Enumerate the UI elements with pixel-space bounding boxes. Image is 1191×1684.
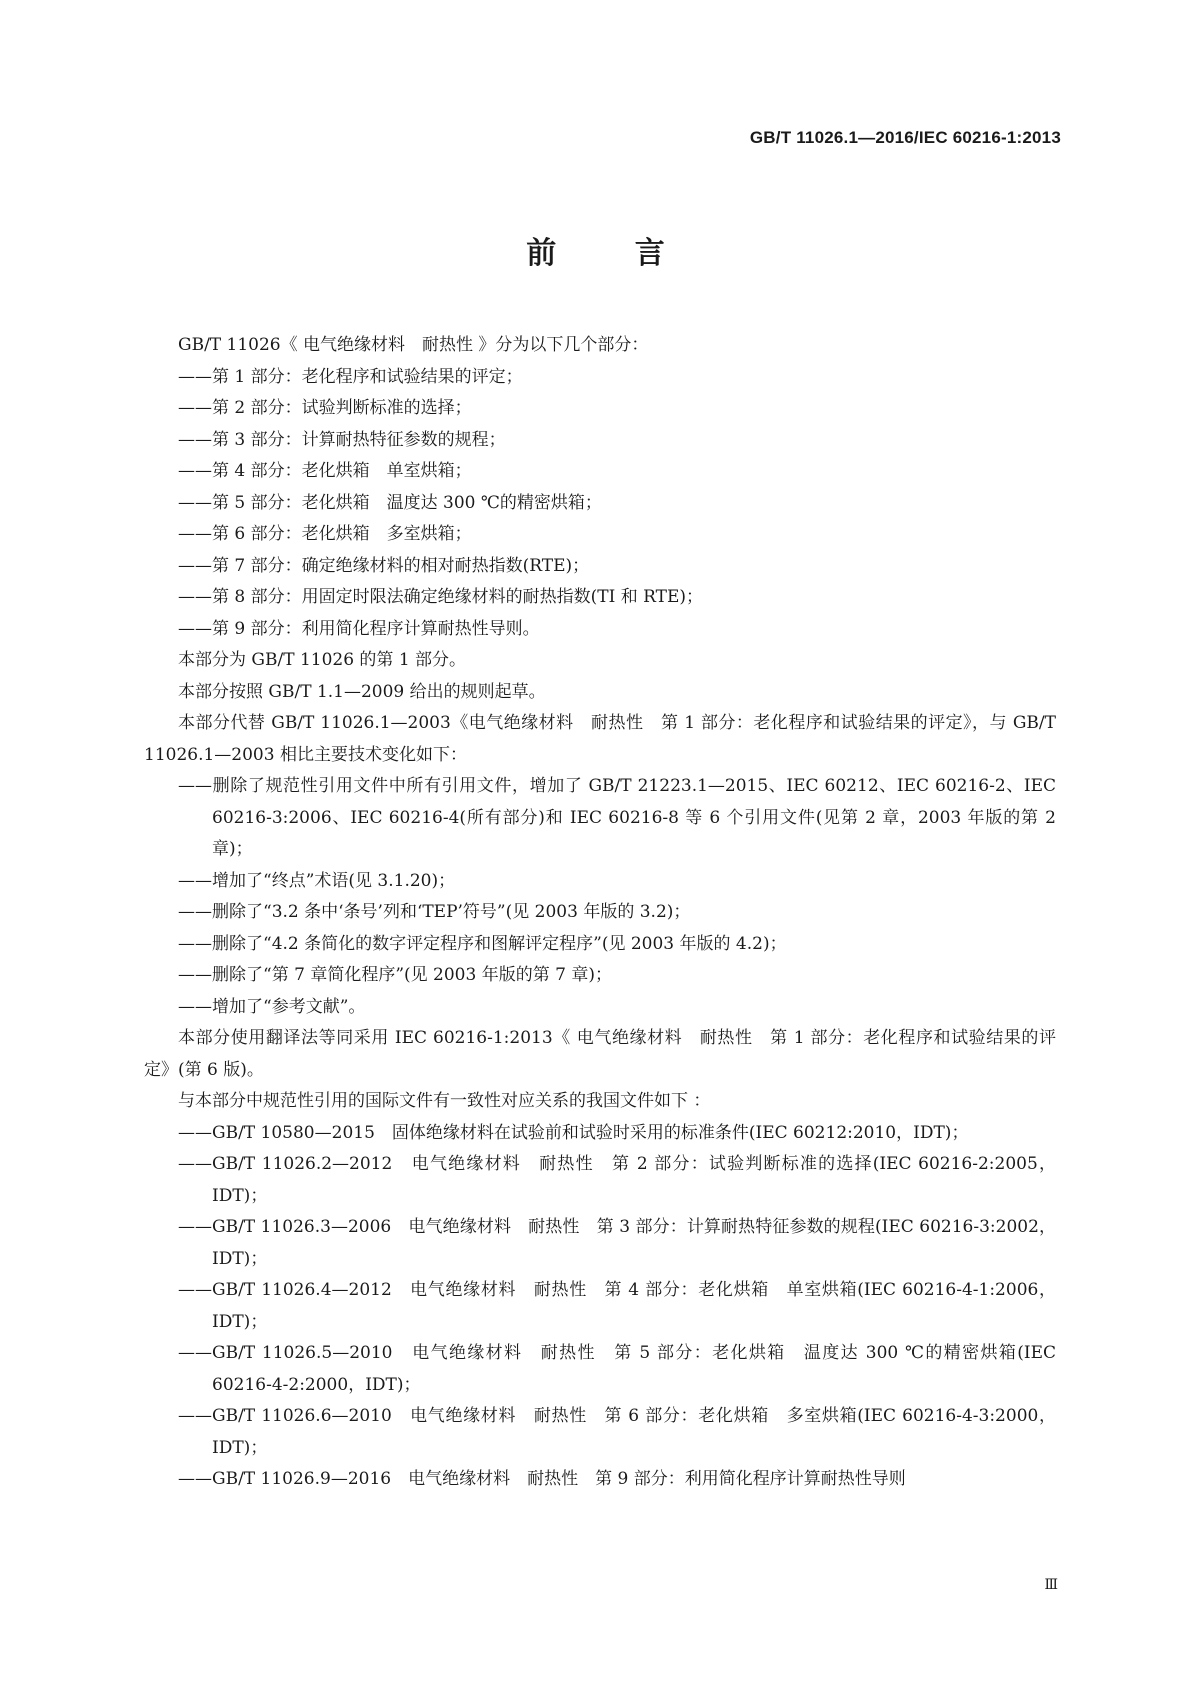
correspondence-intro: 与本部分中规范性引用的国际文件有一致性对应关系的我国文件如下 ： (178, 1091, 711, 1111)
list-item: ——GB/T 11026.3—2006 电气绝缘材料 耐热性 第 3 部分：计算耐热特征参数的规程(IEC 60216-3:2002，IDT)； (178, 1217, 1056, 1269)
list-item: ——删除了规范性引用文件中所有引用文件，增加了 GB/T 21223.1—2015、IEC 60212、IEC 60216-2、IEC 60216-3:2006、IEC 60216-4(所有部分)和 IEC 60216-8 等 6 个引用文件(见第 2 章，2003 年版的第 2 章)； (178, 776, 1056, 859)
list-item: ——GB/T 11026.4—2012 电气绝缘材料 耐热性 第 4 部分：老化烘箱 单室烘箱(IEC 60216-4-1:2006，IDT)； (178, 1280, 1056, 1332)
list-item: ——GB/T 11026.2—2012 电气绝缘材料 耐热性 第 2 部分：试验判断标准的选择(IEC 60216-2:2005，IDT)； (178, 1154, 1056, 1206)
list-item: ——删除了“3.2 条中‘条号’列和‘TEP’符号”(见 2003 年版的 3.2)； (178, 902, 691, 922)
list-item: ——增加了“参考文献”。 (178, 996, 366, 1017)
drafting-paragraph: 本部分按照 GB/T 1.1—2009 给出的规则起草。 (178, 681, 546, 702)
list-item: ——第 9 部分：利用简化程序计算耐热性导则。 (178, 618, 540, 639)
this-part-paragraph: 本部分为 GB/T 11026 的第 1 部分。 (178, 650, 467, 670)
standard-code: GB/T 11026.1—2016/IEC 60216-1:2013 (749, 128, 1061, 147)
list-item: ——GB/T 11026.5—2010 电气绝缘材料 耐热性 第 5 部分：老化烘箱 温度达 300 ℃的精密烘箱(IEC 60216-4-2:2000，IDT)； (178, 1343, 1056, 1395)
list-item: ——GB/T 10580—2015 固体绝缘材料在试验前和试验时采用的标准条件(IEC 60212:2010，IDT)； (178, 1122, 969, 1143)
page-title: 前 言 (526, 236, 699, 271)
list-item: ——GB/T 11026.6—2010 电气绝缘材料 耐热性 第 6 部分：老化烘箱 多室烘箱(IEC 60216-4-3:2000，IDT)； (178, 1406, 1056, 1458)
list-item: ——删除了“4.2 条简化的数字评定程序和图解评定程序”(见 2003 年版的 4.2)； (178, 933, 787, 954)
changes-list (144, 771, 1056, 1023)
replaces-paragraph: 本部分代替 GB/T 11026.1—2003《电气绝缘材料 耐热性 第 1 部分：老化程序和试验结果的评定》，与 GB/T 11026.1—2003 相比主要技术变化如下： (144, 713, 1056, 765)
list-item: ——第 5 部分：老化烘箱 温度达 300 ℃的精密烘箱； (178, 492, 602, 513)
intro-paragraph: GB/T 11026《 电气绝缘材料 耐热性 》分为以下几个部分： (178, 335, 649, 355)
list-item: ——增加了“终点”术语(见 3.1.20)； (178, 870, 456, 891)
list-item: ——删除了“第 7 章简化程序”(见 2003 年版的第 7 章)； (178, 965, 612, 985)
list-item: ——第 3 部分：计算耐热特征参数的规程； (178, 429, 506, 450)
list-item: ——第 7 部分：确定绝缘材料的相对耐热指数(RTE)； (178, 555, 590, 576)
page-number: Ⅲ (1044, 1577, 1058, 1593)
list-item: ——GB/T 11026.9—2016 电气绝缘材料 耐热性 第 9 部分：利用简化程序计算耐热性导则 (178, 1469, 906, 1489)
list-item: ——第 8 部分：用固定时限法确定绝缘材料的耐热指数(TI 和 RTE)； (178, 587, 703, 607)
correspondence-list (144, 1118, 1056, 1496)
list-item: ——第 4 部分：老化烘箱 单室烘箱； (178, 461, 472, 481)
list-item: ——第 6 部分：老化烘箱 多室烘箱； (178, 524, 472, 544)
document-body (144, 330, 1056, 1496)
parts-list (144, 362, 1056, 646)
translation-paragraph: 本部分使用翻译法等同采用 IEC 60216-1:2013《 电气绝缘材料 耐热性 第 1 部分：老化程序和试验结果的评定》(第 6 版)。 (144, 1028, 1056, 1080)
list-item: ——第 1 部分：老化程序和试验结果的评定； (178, 366, 523, 387)
list-item: ——第 2 部分：试验判断标准的选择； (178, 398, 472, 418)
